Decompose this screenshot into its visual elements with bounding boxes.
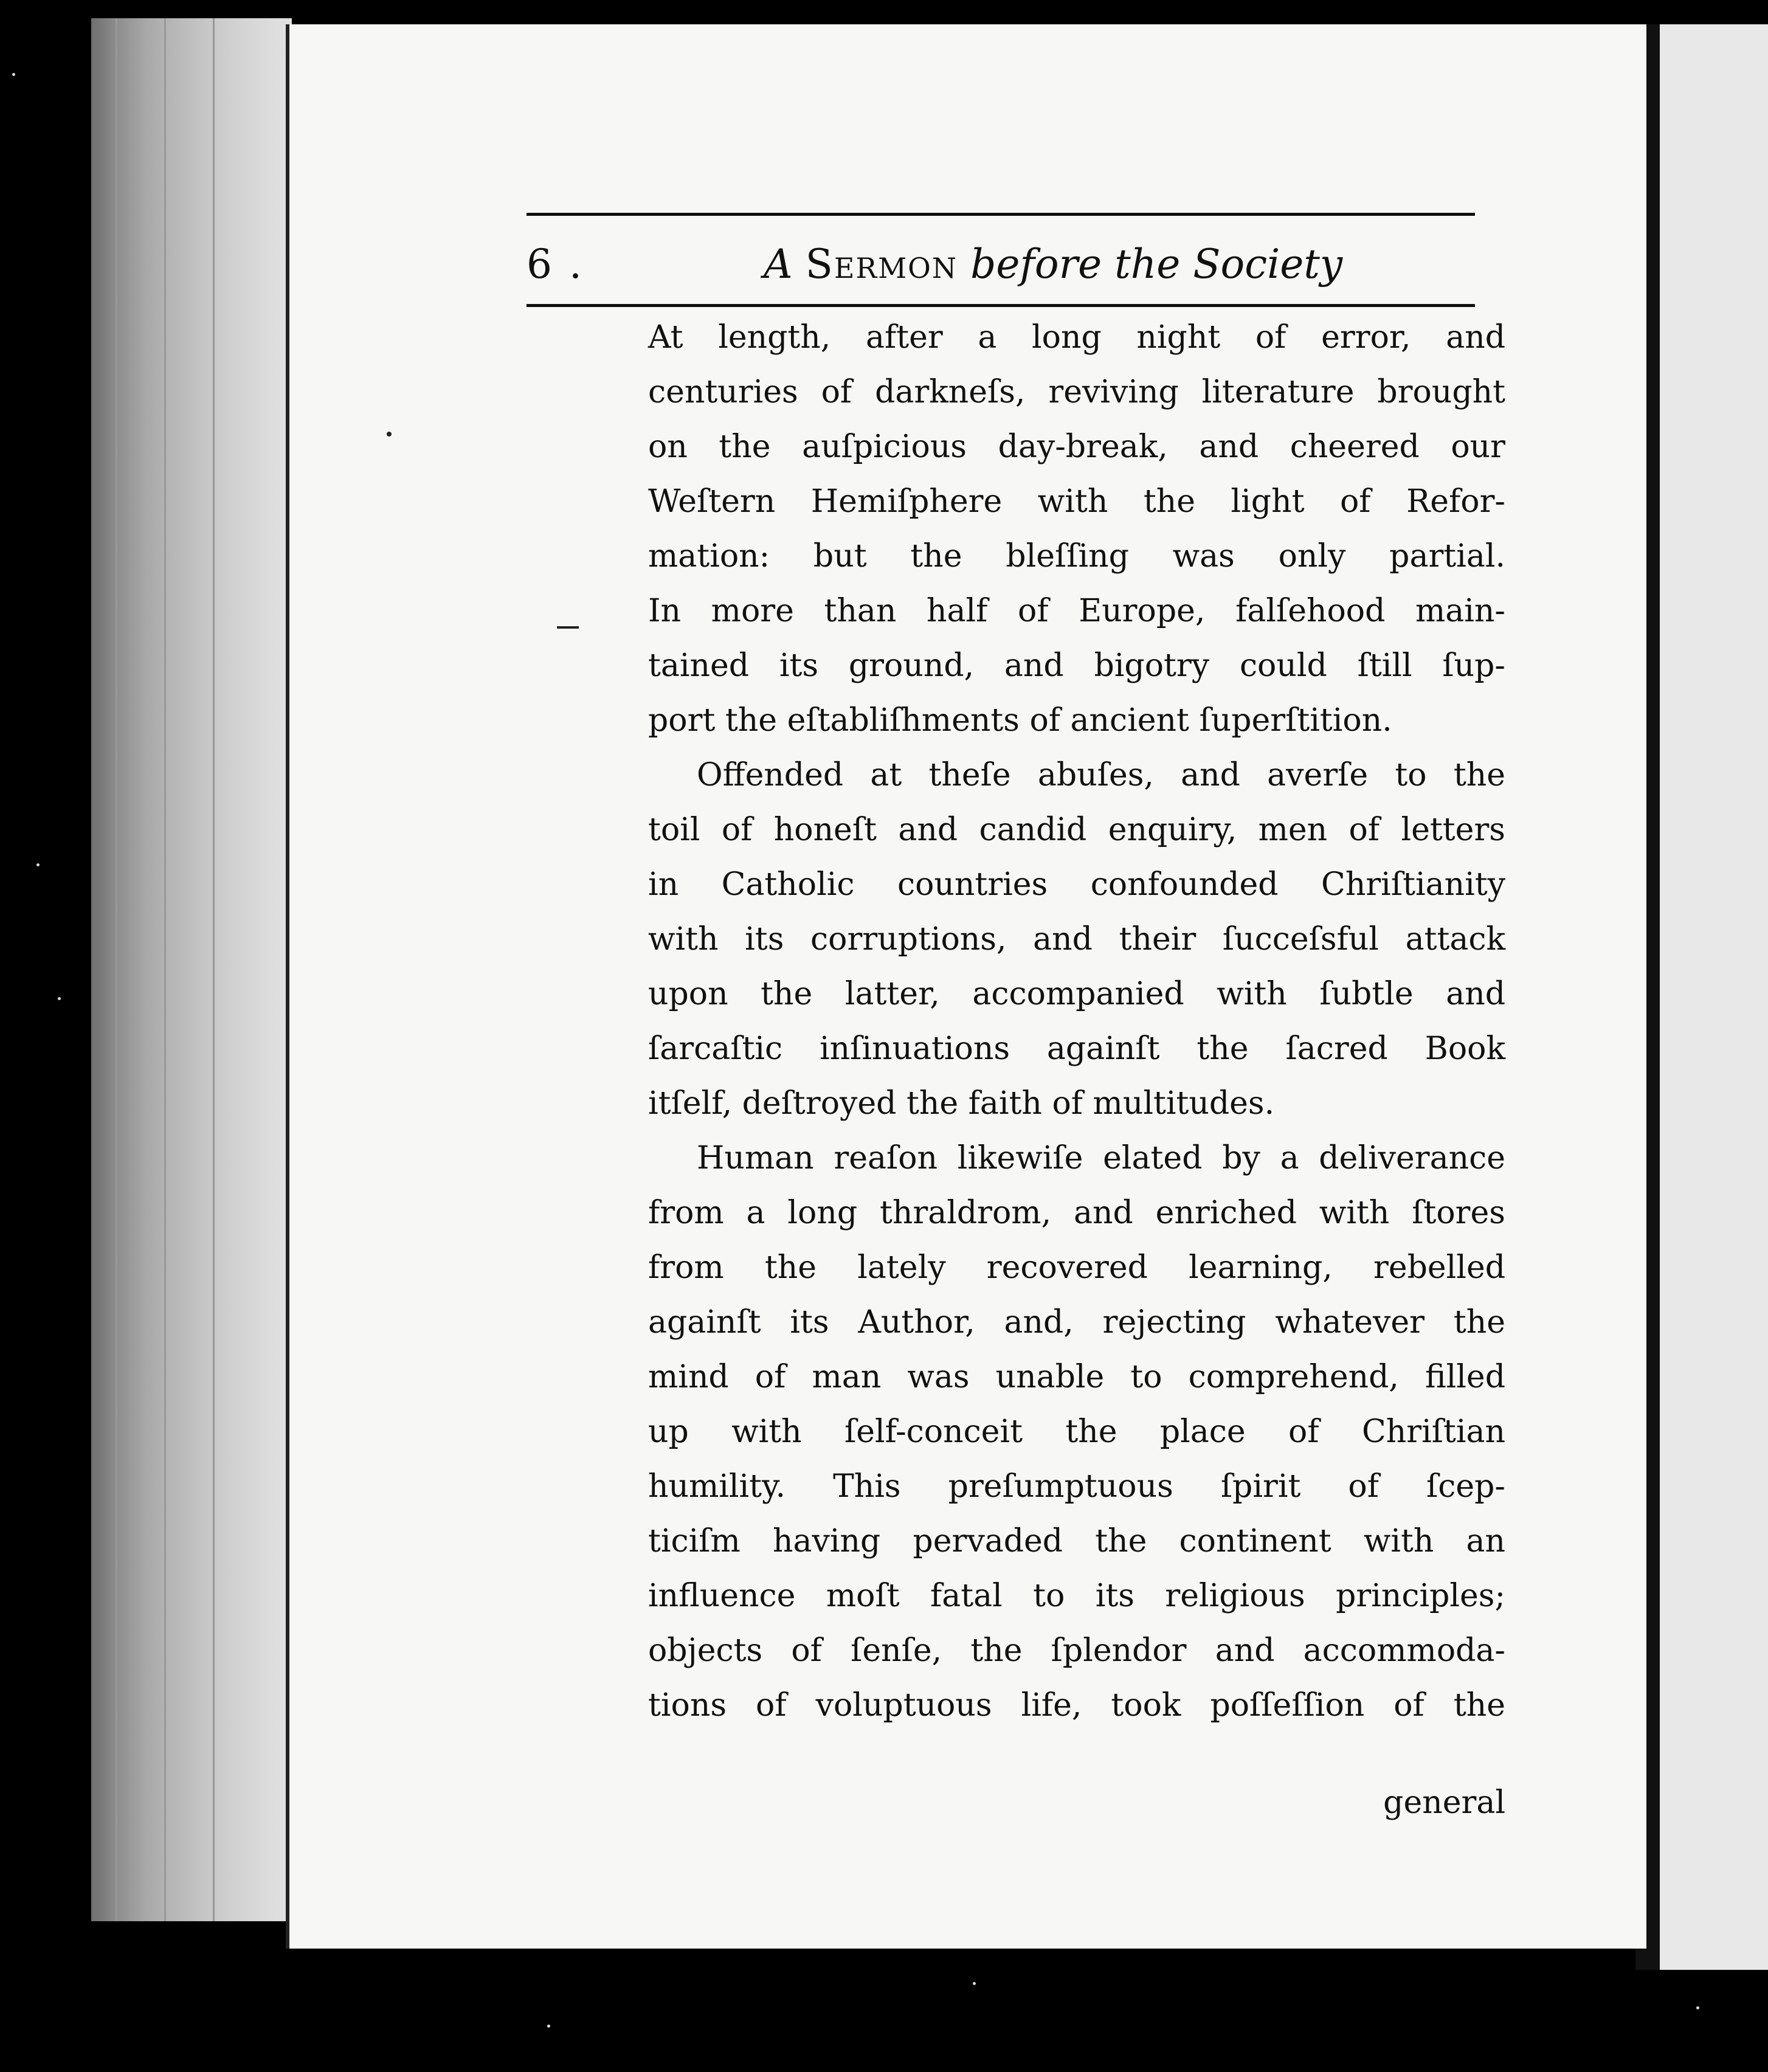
text-line: In more than half of Europe, falſehood main- (648, 593, 1505, 629)
text-line: Offended at theſe abuſes, and averſe to the (697, 757, 1505, 793)
text-line: ticiſm having pervaded the continent with an (648, 1523, 1505, 1559)
body-text (648, 310, 1505, 1733)
text-line: tions of voluptuous life, took poſſeſſion of the (648, 1687, 1505, 1724)
next-page (1660, 24, 1768, 1970)
running-head-article: A (764, 241, 793, 288)
text-line: on the auſpicious day-break, and cheered our (648, 429, 1505, 465)
text-line: mind of man was unable to comprehend, filled (648, 1359, 1505, 1395)
text-line: againſt its Author, and, rejecting whatever the (648, 1304, 1505, 1341)
film-speck (36, 863, 40, 866)
text-line: itſelf, deſtroyed the faith of multitudes. (648, 1085, 1275, 1122)
header-rule-bottom (527, 304, 1475, 307)
book-page (286, 24, 1646, 1949)
running-head (527, 234, 1475, 295)
text-line: Weſtern Hemiſphere with the light of Refor- (648, 483, 1505, 520)
text-line: port the eſtabliſhments of ancient ſuperſtition. (648, 702, 1392, 739)
running-head-sermon: Sermon (805, 241, 958, 288)
running-head-rest: before the Society (970, 241, 1343, 288)
margin-dash (557, 626, 579, 629)
text-line: At length, after a long night of error, and (648, 319, 1505, 356)
page-edges (91, 18, 292, 1921)
text-line: mation: but the bleſſing was only partial. (648, 538, 1505, 575)
text-line: ſarcaſtic inſinuations againſt the ſacred Book (648, 1031, 1505, 1067)
film-speck (547, 2025, 550, 2028)
catchword: general (1383, 1784, 1505, 1821)
text-line: objects of ſenſe, the ſplendor and accommoda- (648, 1632, 1505, 1669)
film-speck (12, 73, 15, 76)
film-speck (973, 1982, 976, 1985)
header-rule-top (527, 213, 1475, 216)
page-number-mark: . (569, 241, 582, 288)
margin-dot (387, 432, 392, 437)
text-line: up with ſelf-conceit the place of Chriſtian (648, 1414, 1505, 1450)
running-head-title (764, 234, 1342, 295)
next-page-edge (1635, 24, 1768, 1970)
page-number: 6 (527, 241, 552, 288)
text-line: in Catholic countries confounded Chriſtianity (648, 866, 1505, 903)
text-line: upon the latter, accompanied with ſubtle and (648, 976, 1505, 1012)
text-line: with its corruptions, and their ſucceſsful attack (648, 921, 1505, 958)
text-line: centuries of darkneſs, reviving literature brought (648, 374, 1505, 410)
text-line: tained its ground, and bigotry could ſtill ſup- (648, 648, 1505, 684)
text-line: influence moſt fatal to its religious principles; (648, 1578, 1505, 1614)
film-speck (1696, 2006, 1699, 2009)
text-line: humility. This preſumptuous ſpirit of ſcep- (648, 1468, 1505, 1505)
text-line: Human reaſon likewiſe elated by a deliverance (697, 1140, 1505, 1176)
text-line: from the lately recovered learning, rebelled (648, 1249, 1505, 1286)
text-line: toil of honeſt and candid enquiry, men of letters (648, 812, 1505, 848)
text-line: from a long thraldrom, and enriched with ſtores (648, 1195, 1505, 1231)
film-speck (58, 997, 61, 1000)
